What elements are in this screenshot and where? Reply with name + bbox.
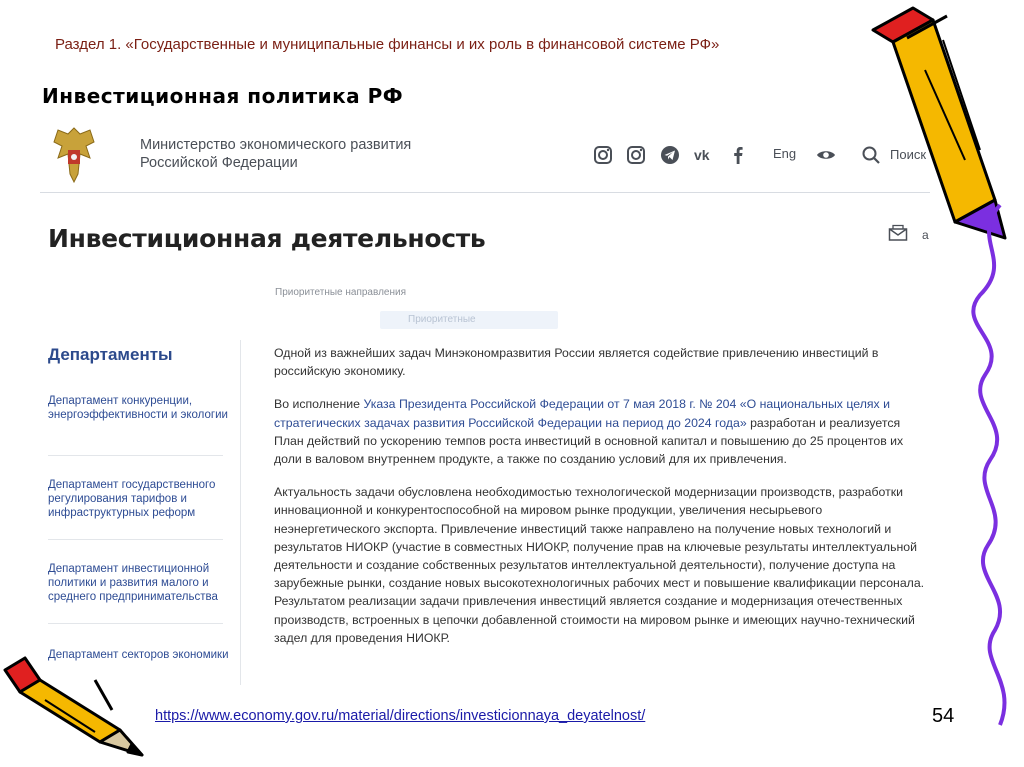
paragraph-text: Во исполнение — [274, 397, 364, 412]
language-switch[interactable]: Eng — [773, 146, 797, 161]
article-body — [274, 344, 929, 662]
priority-tag[interactable] — [380, 311, 558, 329]
sidebar-divider — [240, 340, 241, 685]
article-paragraph: Одной из важнейших задач Минэкономразвития России является содействие привлечению инвестиций в российскую экономику. — [274, 346, 879, 379]
decree-link[interactable]: Указа Президента Российской Федерации от 7 мая 2018 г. № 204 «О национальных целях и стратегических задачах развития Российской Федерации на период до 2024 года» — [274, 397, 890, 430]
vk-icon[interactable] — [693, 144, 715, 166]
slide-title: Инвестиционная политика РФ — [42, 84, 404, 108]
pencil-icon — [0, 640, 160, 767]
sidebar-item-department[interactable]: Департамент секторов экономики — [48, 649, 229, 661]
sidebar-item-department[interactable]: Департамент инвестиционной политики и развития малого и среднего предпринимательства — [48, 563, 218, 603]
header-divider — [40, 192, 930, 193]
coat-of-arms-logo — [50, 124, 98, 186]
search-button[interactable]: Поиск — [890, 147, 927, 162]
sidebar-separator — [48, 623, 223, 624]
slide-section-header: Раздел 1. «Государственные и муниципальные финансы и их роль в финансовой системе РФ» — [55, 36, 720, 53]
facebook-icon[interactable] — [727, 144, 749, 166]
departments-title: Департаменты — [48, 345, 173, 364]
decorative-squiggle — [960, 200, 1024, 730]
eye-icon[interactable] — [815, 144, 837, 166]
ministry-name-line2: Российской Федерации — [140, 155, 298, 171]
priority-tag-label: Приоритетные — [408, 314, 476, 325]
page-number: 54 — [932, 705, 955, 727]
instagram-icon[interactable] — [625, 144, 647, 166]
page-heading: Инвестиционная деятельность — [48, 224, 486, 253]
paragraph-text: разработан и реализуется План действий по ускорению темпов роста инвестиций в основной капитал и повышению до 25 процентов их доли в валовом внутреннем продукте, а также по созданию условий для их привлечения. — [274, 415, 904, 467]
article-paragraph — [274, 395, 929, 468]
sidebar-separator — [48, 455, 223, 456]
website-screenshot — [40, 118, 930, 688]
svg-text:vk: vk — [694, 147, 710, 163]
sidebar-item-department[interactable]: Департамент конкуренции, энергоэффективности и экологии — [48, 395, 228, 421]
article-paragraph: Актуальность задачи обусловлена необходимостью технологической модернизации производств, разработки инновационной и конкурентоспособной на мировом рынке продукции, увеличения несырьевого неэнергетического экспорта. Привлечение инвестиций также направлено на получение новых технологий и результатов НИОКР (участие в совместных НИОКР, получение прав на ключевые результаты интеллектуальной деятельности и создание собственных результатов интеллектуальной деятельности), получение доступа на зарубежные рынки, создание новых высокотехнологичных рабочих мест и повышение квалификации персонала. Результатом реализации задачи привлечения инвестиций является создание и модернизация отечественных производств, встроенных в цепочки добавленной стоимости на мировом рынке и имеющих научно-технический задел для проведения НИОКР. — [274, 485, 925, 645]
ministry-name[interactable] — [140, 136, 411, 172]
priority-directions-label: Приоритетные направления — [275, 287, 406, 298]
instagram-icon[interactable] — [592, 144, 614, 166]
sidebar-item-department[interactable]: Департамент государственного регулирования тарифов и инфраструктурных реформ — [48, 479, 216, 519]
ministry-name-line1: Министерство экономического развития — [140, 137, 412, 153]
truncated-label: a — [922, 228, 929, 242]
telegram-icon[interactable] — [659, 144, 681, 166]
sidebar-separator — [48, 539, 223, 540]
source-link[interactable]: https://www.economy.gov.ru/material/directions/investicionnaya_deyatelnost/ — [155, 708, 646, 724]
